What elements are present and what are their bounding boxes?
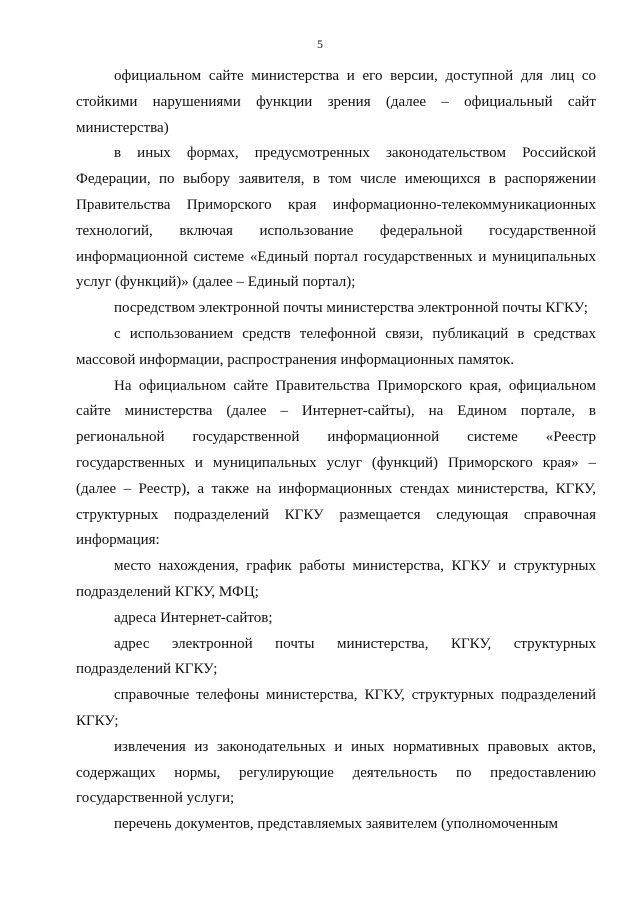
paragraph: адреса Интернет-сайтов;: [114, 609, 273, 626]
paragraph: посредством электронной почты министерства электронной почты КГКУ;: [114, 300, 588, 317]
paragraph: официальном сайте министерства и его версии, доступной для лиц со стойкими нарушениями функции зрения (далее – официальный сайт министерства): [76, 68, 596, 136]
paragraph: адрес электронной почты министерства, КГКУ, структурных подразделений КГКУ;: [76, 635, 596, 678]
document-body: [76, 64, 596, 838]
paragraph: справочные телефоны министерства, КГКУ, структурных подразделений КГКУ;: [76, 687, 596, 729]
paragraph: извлечения из законодательных и иных нормативных правовых актов, содержащих нормы, регулирующие деятельность по предоставлению государственной услуги;: [76, 738, 596, 807]
paragraph: перечень документов, представляемых заявителем (уполномоченным: [114, 816, 559, 833]
paragraph: в иных формах, предусмотренных законодательством Российской Федерации, по выбору заявителя, в том числе имеющихся в распоряжении Правительства Приморского края информационно-телекоммуникационных технологий, включая использование федеральной государственной информационной системе «Единый портал государственных и муниципальных услуг (функций)» (далее – Единый портал);: [76, 145, 596, 291]
paragraph: На официальном сайте Правительства Приморского края, официальном сайте министерства (далее – Интернет-сайты), на Едином портале, в региональной государственной информационной системе «Реестр государственных и муниципальных услуг (функций) Приморского края» – (далее – Реестр), а также на информационных стендах министерства, КГКУ, структурных подразделений КГКУ размещается следующая справочная информация:: [76, 377, 596, 549]
paragraph: место нахождения, график работы министерства, КГКУ и структурных подразделений КГКУ, МФЦ;: [76, 558, 596, 600]
paragraph: с использованием средств телефонной связи, публикаций в средствах массовой информации, распространения информационных памяток.: [76, 325, 596, 368]
page-number: 5: [317, 37, 323, 51]
